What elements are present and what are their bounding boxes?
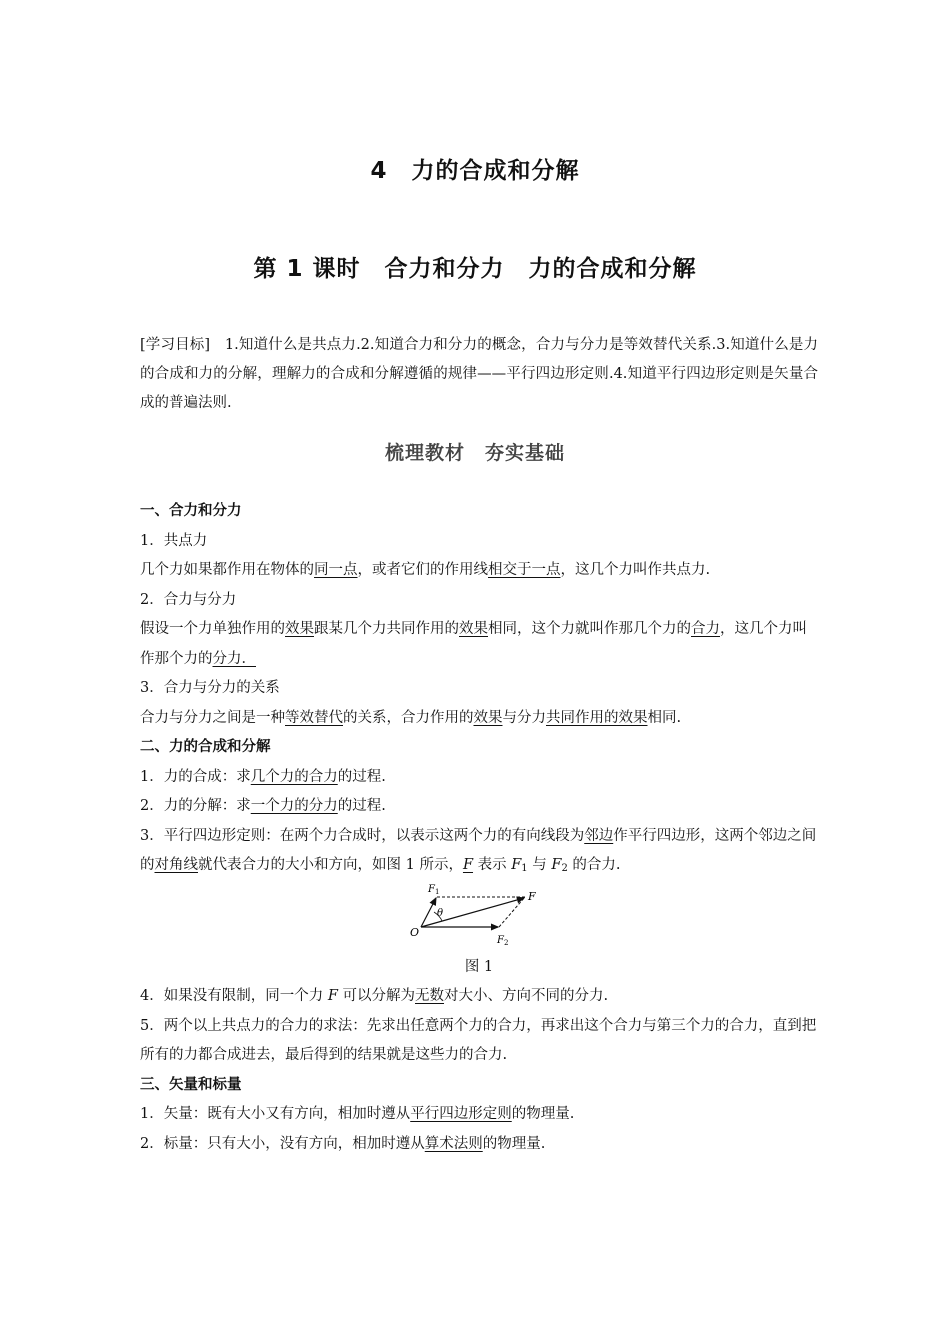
blank-answer: 无数: [415, 988, 445, 1004]
vector-F1: [421, 898, 436, 927]
blank-answer: 效果: [459, 621, 488, 637]
chapter-title: 4 力的合成和分解: [370, 158, 580, 184]
blank-answer: 算术法则: [424, 1135, 483, 1152]
label-F: F: [528, 889, 536, 903]
objectives-label: [学习目标]: [140, 337, 211, 353]
lesson-title: 第 1 课时 合力和分力 力的合成和分解: [253, 256, 697, 282]
label-theta: θ: [437, 907, 444, 919]
blank-answer: 几个力的合力: [250, 768, 338, 785]
section3-heading: 三、矢量和标量: [140, 1076, 242, 1093]
objectives-text: 1.知道什么是共点力.2.知道合力和分力的概念，合力与分力是等效替代关系.3.知道什么是力的合成和力的分解，理解力的合成和分解遵循的规律——平行四边形定则.4.知道平行四边形定则是矢量合成的普遍法则.: [140, 337, 818, 411]
blank-answer: 同一点: [314, 562, 358, 578]
s1-item2-body: 假设一个力单独作用的效果跟某几个力共同作用的效果相同，这个力就叫作那几个力的合力，这几个力叫作那个力的分力．: [140, 621, 807, 667]
blank-answer: 效果: [285, 621, 314, 637]
s3-item1: 1．矢量：既有大小又有方向，相加时遵从平行四边形定则的物理量.: [140, 1106, 575, 1122]
figure-1: [140, 881, 818, 953]
s1-item3-title: 3．合力与分力的关系: [140, 680, 280, 696]
s1-item1-title: 1．共点力: [140, 532, 208, 549]
section1-heading: 一、合力和分力: [140, 503, 242, 519]
blank-answer: 共同作用的效果: [546, 709, 648, 726]
blank-answer: 邻边: [584, 827, 614, 844]
blank-answer: 对角线: [154, 857, 198, 873]
s2-item5: 5．两个以上共点力的合力的求法：先求出任意两个力的合力，再求出这个合力与第三个力的合力，直到把所有的力都合成进去，最后得到的结果就是这些力的合力.: [140, 1017, 817, 1063]
label-F2: $F_2$: [497, 934, 509, 947]
blank-answer: 合力: [691, 621, 720, 637]
section-banner: 梳理教材 夯实基础: [384, 442, 565, 464]
blank-answer: 相交于一点: [488, 562, 561, 578]
parallelogram-diagram: [410, 883, 550, 949]
s2-item1: 1．力的合成：求几个力的合力的过程.: [140, 768, 386, 785]
main-content: [140, 497, 818, 1159]
label-O: O: [410, 925, 420, 939]
blank-answer: 等效替代: [285, 709, 343, 726]
figure-caption: 图 1: [464, 958, 494, 975]
s3-item2: 2．标量：只有大小，没有方向，相加时遵从算术法则的物理量.: [140, 1135, 546, 1152]
blank-answer: 效果: [473, 709, 503, 726]
s2-item2: 2．力的分解：求一个力的分力的过程.: [140, 798, 386, 814]
blank-answer: 分力．: [212, 650, 256, 667]
blank-answer: 平行四边形定则: [410, 1106, 512, 1122]
blank-answer: 一个力的分力: [250, 798, 338, 814]
blank-answer: F: [462, 857, 474, 873]
s1-item2-title: 2．合力与分力: [140, 591, 237, 608]
s1-item3-body: 合力与分力之间是一种等效替代的关系，合力作用的效果与分力共同作用的效果相同.: [140, 709, 682, 726]
section2-heading: 二、力的合成和分解: [140, 739, 271, 755]
s2-item4: 4．如果没有限制，同一个力 F 可以分解为无数对大小、方向不同的分力.: [140, 988, 609, 1004]
label-F1: $F_1$: [428, 883, 440, 896]
s1-item1-body: 几个力如果都作用在物体的同一点，或者它们的作用线相交于一点，这几个力叫作共点力.: [140, 562, 711, 578]
learning-objectives: [140, 331, 818, 418]
s2-item3: 3．平行四边形定则：在两个力合成时，以表示这两个力的有向线段为邻边作平行四边形，这两个邻边之间的对角线就代表合力的大小和方向，如图 1 所示，F 表示 $F_1$ 与 $F_2$ 的合力.: [140, 827, 817, 874]
